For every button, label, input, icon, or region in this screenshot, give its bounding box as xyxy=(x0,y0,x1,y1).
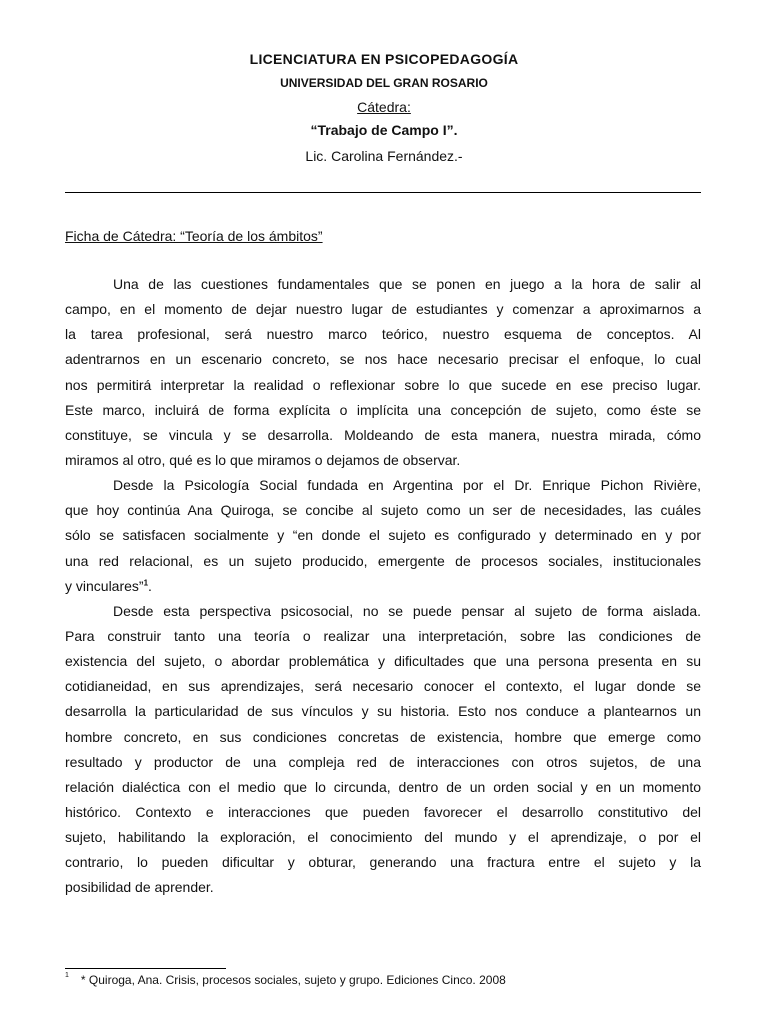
teacher-name: Lic. Carolina Fernández.- xyxy=(305,148,463,164)
paragraph-1-line: Una de las cuestiones fundamentales que se ponen en juego a la hora de salir al xyxy=(113,276,701,292)
footnote-mark: 1 xyxy=(65,972,69,979)
paragraph-2-line: Desde la Psicología Social fundada en Argentina por el Dr. Enrique Pichon Rivière, xyxy=(113,477,701,494)
paragraph-3-line: posibilidad de aprender. xyxy=(65,879,214,896)
catedra-label xyxy=(0,99,768,115)
paragraph-2-line: sólo se satisfacen socialmente y “en donde el sujeto es configurado y determinado en y por xyxy=(65,527,701,544)
program-title: LICENCIATURA EN PSICOPEDAGOGÍA xyxy=(249,51,519,67)
footnote-text: * Quiroga, Ana. Crisis, procesos sociales, sujeto y grupo. Ediciones Cinco. 2008 xyxy=(80,973,506,987)
paragraph-3-line: contrario, lo pueden dificultar y obturar, generando una fractura entre el sujeto y la xyxy=(65,854,701,871)
paragraph-1-line: constituye, se vincula y se desarrolla. Moldeando de esta manera, nuestra mirada, cómo xyxy=(65,426,701,443)
course-name: “Trabajo de Campo I”. xyxy=(310,122,458,138)
paragraph-2-line: y vinculares” xyxy=(65,577,144,594)
footnote-divider xyxy=(65,968,226,969)
catedra-label-text: Cátedra: xyxy=(357,99,411,115)
paragraph-3-line: Desde esta perspectiva psicosocial, no se puede pensar al sujeto de forma aislada. xyxy=(113,602,701,619)
paragraph-1-line: miramos al otro, qué es lo que miramos o dejamos de observar. xyxy=(65,451,461,468)
ficha-title: Ficha de Cátedra: “Teoría de los ámbitos” xyxy=(65,228,323,244)
paragraph-1-line: campo, en el momento de dejar nuestro lugar de estudiantes y comenzar a aproximarnos a xyxy=(65,301,701,318)
paragraph-1-line: la tarea profesional, será nuestro marco teórico, nuestro esquema de conceptos. Al xyxy=(65,326,701,343)
paragraph-2-line: una red relacional, es un sujeto producido, emergente de procesos sociales, institucionales xyxy=(65,552,701,569)
paragraph-1-line: adentrarnos en un escenario concreto, se nos hace necesario precisar el enfoque, lo cual xyxy=(65,351,701,368)
footnote xyxy=(65,973,506,987)
paragraph-3-line: Para construir tanto una teoría o realizar una interpretación, sobre las condiciones de xyxy=(65,627,701,644)
document-body xyxy=(65,275,701,904)
paragraph-3-line: cotidianeidad, en sus aprendizajes, será necesario conocer el contexto, el lugar donde se xyxy=(65,678,701,695)
paragraph-3-line: desarrolla la particularidad de sus vínculos y su historia. Esto nos conduce a plantearnos un xyxy=(65,703,701,720)
paragraph-1-line: nos permitirá interpretar la realidad o reflexionar sobre lo que sucede en ese preciso lugar. xyxy=(65,376,701,393)
paragraph-3-line: relación dialéctica con el medio que lo circunda, dentro de un orden social y en un momento xyxy=(65,778,701,795)
paragraph-2-last-line xyxy=(65,577,701,602)
paragraph-1-line: Este marco, incluirá de forma explícita o implícita una concepción de sujeto, como éste se xyxy=(65,401,701,418)
paragraph-2-end: . xyxy=(148,577,152,594)
paragraph-3-line: sujeto, habilitando la exploración, el conocimiento del mundo y el aprendizaje, o por el xyxy=(65,829,701,846)
footnote-reference[interactable]: 1 xyxy=(143,578,149,588)
paragraph-3-line: existencia del sujeto, o abordar problemática y dificultades que una persona presenta en su xyxy=(65,653,701,670)
paragraph-3-line: hombre concreto, en sus condiciones concretas de existencia, hombre que emerge como xyxy=(65,728,701,745)
header-divider xyxy=(65,192,701,193)
paragraph-3-line: histórico. Contexto e interacciones que pueden favorecer el desarrollo constitutivo del xyxy=(65,803,701,820)
paragraph-2-line: que hoy continúa Ana Quiroga, se concibe al sujeto como un ser de necesidades, las cuáles xyxy=(65,502,701,519)
university-name: UNIVERSIDAD DEL GRAN ROSARIO xyxy=(280,76,488,90)
paragraph-3-line: resultado y productor de una compleja red de interacciones con otros sujetos, de una xyxy=(65,753,701,770)
